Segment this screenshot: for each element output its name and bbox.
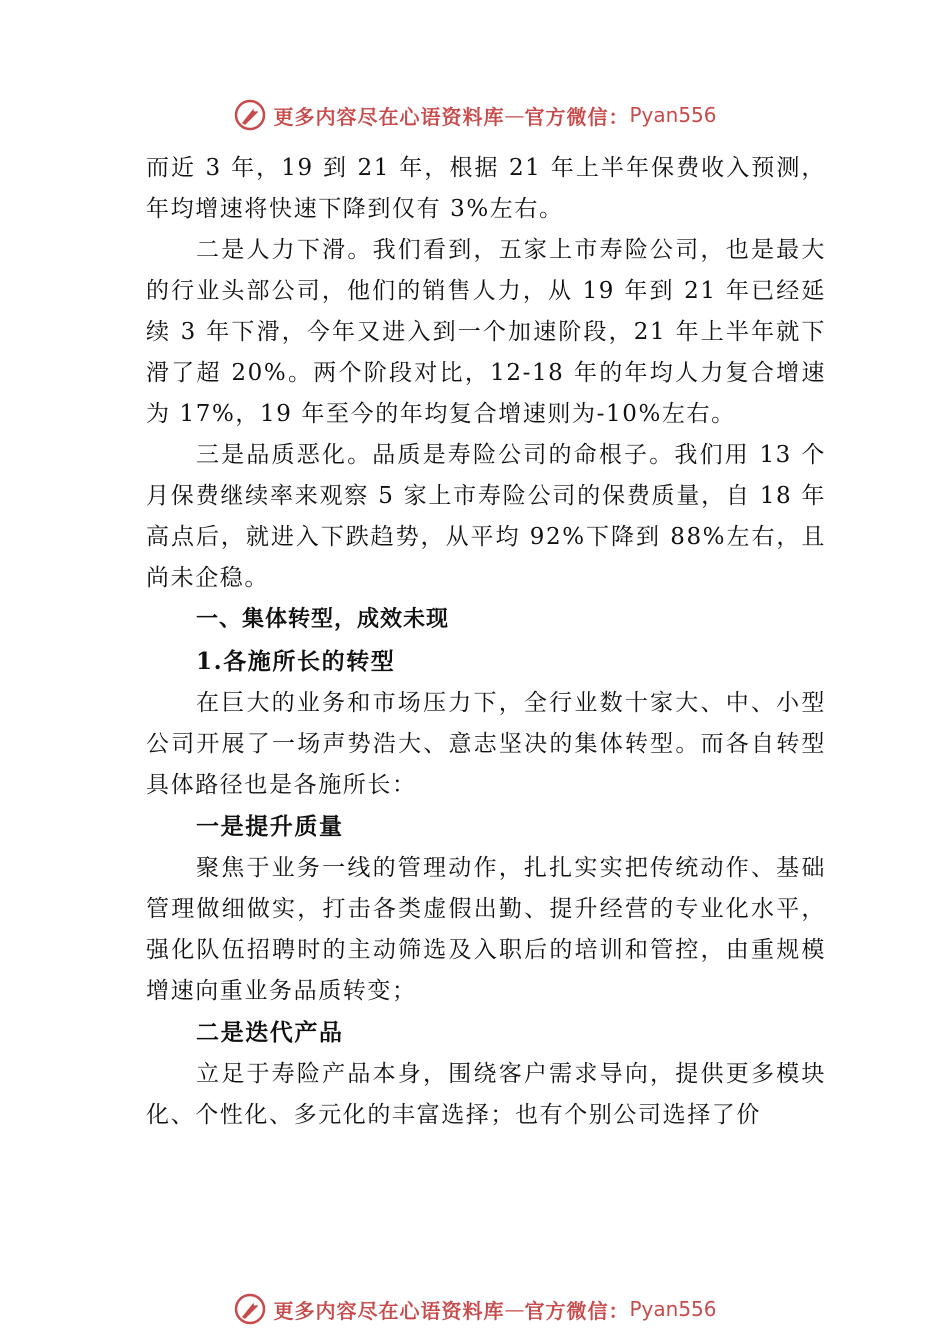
paragraph: 三是品质恶化。品质是寿险公司的命根子。我们用 13 个月保费继续率来观察 5 家上市寿险公司的保费质量，自 18 年高点后，就进入下跌趋势，从平均 92%下降到 88%左右，且尚未企稳。 bbox=[146, 442, 826, 591]
banner-wechat-id: Pyan556 bbox=[629, 1297, 717, 1321]
header-banner bbox=[0, 95, 950, 135]
banner-wechat-id: Pyan556 bbox=[629, 103, 717, 127]
subsection-heading: 1.各施所长的转型 bbox=[196, 648, 396, 675]
paragraph: 二是人力下滑。我们看到，五家上市寿险公司，也是最大的行业头部公司，他们的销售人力，从 19 年到 21 年已经延续 3 年下滑，今年又进入到一个加速阶段，21 年上半年就下滑了超 20%。两个阶段对比，12-18 年的年均人力复合增速为 17%，19 年至今的年均复合增速则为-10%左右。 bbox=[146, 237, 826, 427]
banner-separator: — bbox=[504, 103, 525, 127]
banner-label: 官方微信： bbox=[524, 104, 630, 129]
banner-separator: — bbox=[504, 1297, 525, 1321]
subsection-heading: 一是提升质量 bbox=[196, 813, 344, 840]
paragraph: 在巨大的业务和市场压力下，全行业数十家大、中、小型公司开展了一场声势浩大、意志坚决的集体转型。而各自转型具体路径也是各施所长： bbox=[146, 690, 826, 798]
footer-banner bbox=[0, 1289, 950, 1329]
pen-nib-icon bbox=[233, 1292, 267, 1326]
paragraph: 聚焦于业务一线的管理动作，扎扎实实把传统动作、基础管理做细做实，打击各类虚假出勤、提升经营的专业化水平，强化队伍招聘时的主动筛选及入职后的培训和管控，由重规模增速向重业务品质转变； bbox=[146, 855, 826, 1004]
section-heading: 一、集体转型，成效未现 bbox=[196, 607, 450, 632]
banner-label: 官方微信： bbox=[524, 1298, 630, 1323]
paragraph: 立足于寿险产品本身，围绕客户需求导向，提供更多模块化、个性化、多元化的丰富选择；也有个别公司选择了价 bbox=[146, 1061, 826, 1128]
document-body bbox=[146, 148, 826, 1136]
pen-nib-icon bbox=[233, 98, 267, 132]
banner-title: 更多内容尽在心语资料库 bbox=[273, 1298, 505, 1323]
paragraph: 而近 3 年，19 到 21 年，根据 21 年上半年保费收入预测，年均增速将快速下降到仅有 3%左右。 bbox=[146, 155, 826, 222]
subsection-heading: 二是迭代产品 bbox=[196, 1019, 344, 1046]
banner-title: 更多内容尽在心语资料库 bbox=[273, 104, 505, 129]
